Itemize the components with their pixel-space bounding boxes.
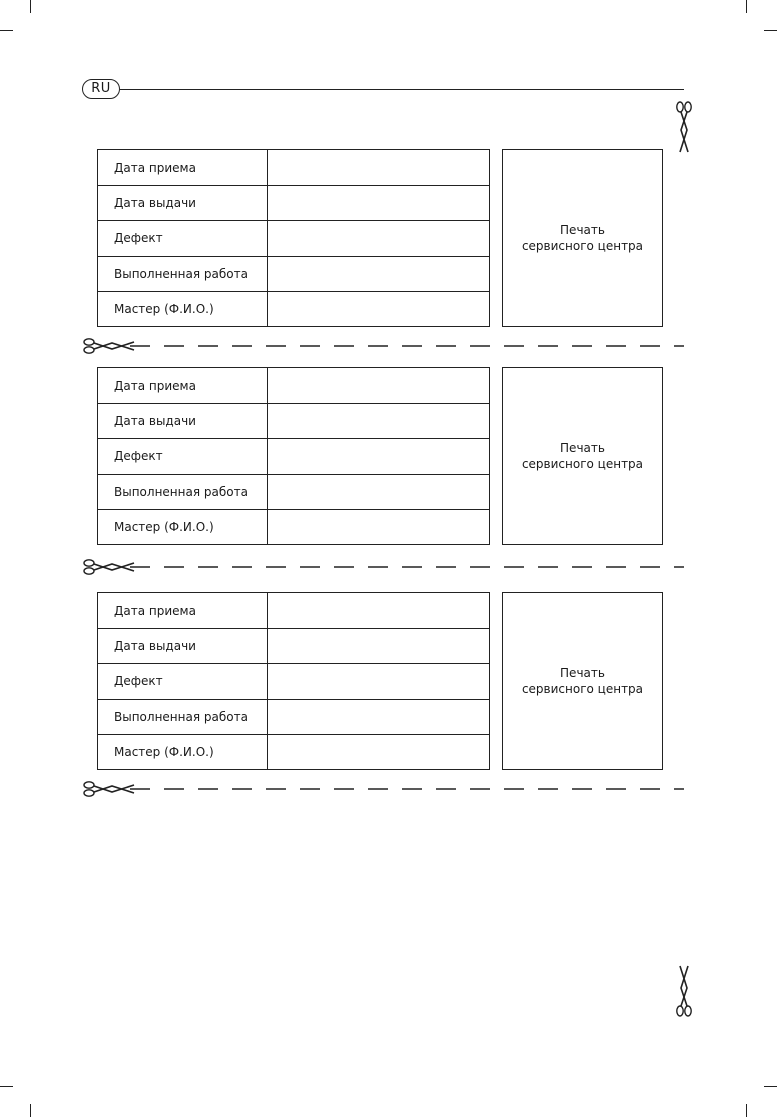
crop-mark-top-right-v xyxy=(746,0,747,13)
row-label: Дата приема xyxy=(98,593,268,628)
row-label: Мастер (Ф.И.О.) xyxy=(98,510,268,544)
row-label: Выполненная работа xyxy=(98,475,268,509)
crop-mark-bottom-right-v xyxy=(746,1104,747,1117)
service-form-3 xyxy=(97,592,490,770)
form-row-received-date xyxy=(98,368,489,403)
defect-field[interactable] xyxy=(268,664,489,698)
stamp-box-1 xyxy=(502,149,663,327)
header-rule xyxy=(120,89,684,90)
defect-field[interactable] xyxy=(268,221,489,255)
stamp-label-line1: Печать xyxy=(560,666,605,680)
row-label: Дата приема xyxy=(98,368,268,403)
horizontal-cut-line xyxy=(130,345,684,347)
row-label: Мастер (Ф.И.О.) xyxy=(98,292,268,326)
crop-mark-bottom-left-v xyxy=(30,1104,31,1117)
stamp-label-line1: Печать xyxy=(560,223,605,237)
stamp-label-line1: Печать xyxy=(560,441,605,455)
received-date-field[interactable] xyxy=(268,368,489,403)
form-row-issue-date xyxy=(98,628,489,663)
form-row-work-done xyxy=(98,256,489,291)
stamp-label-line2: сервисного центра xyxy=(521,682,644,696)
form-row-technician xyxy=(98,734,489,769)
horizontal-cut-line xyxy=(130,566,684,568)
defect-field[interactable] xyxy=(268,439,489,473)
stamp-label-line2: сервисного центра xyxy=(521,457,644,471)
stamp-box-2 xyxy=(502,367,663,545)
form-row-technician xyxy=(98,509,489,544)
form-row-defect xyxy=(98,663,489,698)
service-form-2 xyxy=(97,367,490,545)
technician-field[interactable] xyxy=(268,735,489,769)
crop-mark-top-left-h xyxy=(0,30,13,31)
crop-mark-bottom-left-h xyxy=(0,1086,13,1087)
row-label: Дефект xyxy=(98,221,268,255)
work-done-field[interactable] xyxy=(268,475,489,509)
form-row-received-date xyxy=(98,150,489,185)
form-row-work-done xyxy=(98,699,489,734)
row-label: Дефект xyxy=(98,664,268,698)
row-label: Дата выдачи xyxy=(98,404,268,438)
row-label: Дата выдачи xyxy=(98,629,268,663)
form-row-defect xyxy=(98,438,489,473)
crop-mark-top-left-v xyxy=(30,0,31,13)
stamp-box-3 xyxy=(502,592,663,770)
row-label: Дефект xyxy=(98,439,268,473)
scissors-icon xyxy=(82,779,136,799)
row-label: Мастер (Ф.И.О.) xyxy=(98,735,268,769)
horizontal-cut-line xyxy=(130,788,684,790)
work-done-field[interactable] xyxy=(268,700,489,734)
issue-date-field[interactable] xyxy=(268,629,489,663)
row-label: Дата приема xyxy=(98,150,268,185)
issue-date-field[interactable] xyxy=(268,404,489,438)
scissors-icon xyxy=(82,336,136,356)
form-row-technician xyxy=(98,291,489,326)
form-row-received-date xyxy=(98,593,489,628)
form-row-defect xyxy=(98,220,489,255)
scissors-icon xyxy=(82,557,136,577)
service-form-1 xyxy=(97,149,490,327)
row-label: Выполненная работа xyxy=(98,257,268,291)
technician-field[interactable] xyxy=(268,292,489,326)
row-label: Дата выдачи xyxy=(98,186,268,220)
received-date-field[interactable] xyxy=(268,150,489,185)
crop-mark-top-right-h xyxy=(764,30,777,31)
form-row-issue-date xyxy=(98,185,489,220)
received-date-field[interactable] xyxy=(268,593,489,628)
work-done-field[interactable] xyxy=(268,257,489,291)
row-label: Выполненная работа xyxy=(98,700,268,734)
form-row-work-done xyxy=(98,474,489,509)
form-row-issue-date xyxy=(98,403,489,438)
language-badge: RU xyxy=(82,79,120,99)
stamp-label-line2: сервисного центра xyxy=(521,239,644,253)
scissors-icon xyxy=(674,100,694,154)
scissors-icon xyxy=(674,964,694,1018)
issue-date-field[interactable] xyxy=(268,186,489,220)
technician-field[interactable] xyxy=(268,510,489,544)
crop-mark-bottom-right-h xyxy=(764,1086,777,1087)
